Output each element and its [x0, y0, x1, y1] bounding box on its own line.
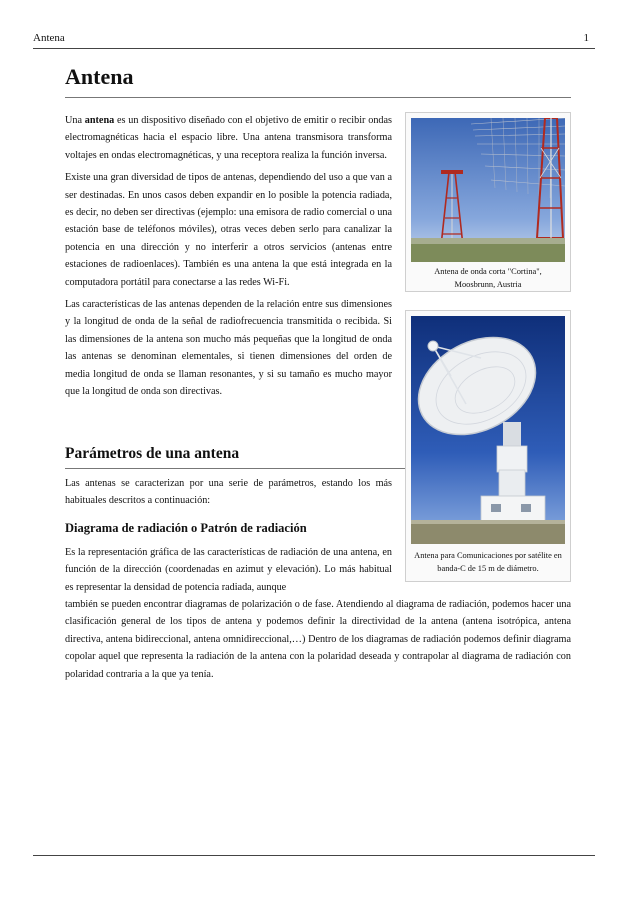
running-header	[33, 32, 595, 48]
figure-caption-dish	[410, 549, 566, 575]
satellite-dish-photo	[411, 316, 565, 544]
paragraph-antenna-types: Existe una gran diversidad de tipos de antenas, dependiendo del uso a que van a ser destinadas. En unos casos deben expandir en lo posible la potencia radiada, es decir, no deben ser directivas (ejemplo: una emisora de radio comercial o una estación base de teléfonos móviles), otras veces deben serlo para canalizar la potencia en una dirección y no interferir a otros servicios (antenas entre estaciones de radioenlaces). También es una antena la que está integrada en la computadora portátil para conectarse a las redes Wi-Fi.	[65, 172, 392, 288]
caption-line: Moosbrunn, Austria	[454, 280, 522, 289]
figure-curtain-antenna	[405, 112, 571, 292]
intro-term: antena	[84, 115, 115, 126]
section-title: Parámetros de una antena	[65, 445, 240, 462]
shortwave-curtain-antenna-photo	[411, 118, 565, 262]
paragraph-antenna-characteristics: Las características de las antenas dependen de la relación entre sus dimensiones y la longitud de onda de la señal de radiofrecuencia transmitida o recibida. Si las dimensiones de la antena son mucho más pequeñas que la longitud de onda las antenas se denominan elementales, si tienen dimensiones del orden de media longitud de onda se llaman resonantes, y si su tamaño es mucho mayor que la longitud de onda son directivas.	[65, 299, 392, 398]
intro-lead: Una	[65, 115, 85, 126]
figure-satellite-dish	[405, 310, 571, 582]
subsection-column-text: Es la representación gráfica de las características de radiación de una antena, en función de la dirección (coordenadas en azimut y elevación). Lo más habitual es representar la densidad de potencia radiada, aunque	[65, 547, 392, 593]
section-intro: Las antenas se caracterizan por una serie de parámetros, estando los más habituales descritos a continuación:	[65, 478, 392, 507]
caption-line: Antena de onda corta "Cortina",	[434, 267, 542, 276]
figure-caption-curtain	[410, 265, 566, 291]
title-rule	[65, 97, 571, 98]
intro-paragraph	[65, 112, 392, 164]
subsection-full-text: también se pueden encontrar diagramas de polarización o de fase. Atendiendo al diagrama de radiación, podemos hacer una clasificación general de los tipos de antena y podemos definir la directividad de la antena (antena isotrópica, antena directiva, antena bidireccional, antena omnidireccional,…) Dentro de los diagramas de radiación podemos definir diagrama copolar aquel que representa la radiación de la antena con la polaridad deseada y contrapolar al diagrama de radiación con polaridad contraria a la que ya tenía.	[65, 599, 571, 680]
intro-body: es un dispositivo diseñado con el objetivo de emitir o recibir ondas electromagnéticas hacia el espacio libre. Una antena transmisora transforma voltajes en ondas electromagnéticas, y una receptora realiza la función inversa.	[65, 115, 392, 161]
subsection-title: Diagrama de radiación o Patrón de radiación	[65, 521, 307, 535]
page-number: 1	[583, 32, 589, 44]
caption-line: Antena para Comunicaciones por satélite en	[414, 551, 562, 560]
page-title: Antena	[65, 64, 134, 89]
footer-rule	[33, 855, 595, 856]
caption-line: banda-C de 15 m de diámetro.	[437, 564, 539, 573]
header-rule	[33, 48, 595, 49]
running-header-title: Antena	[33, 32, 65, 44]
intro-text	[65, 112, 392, 406]
